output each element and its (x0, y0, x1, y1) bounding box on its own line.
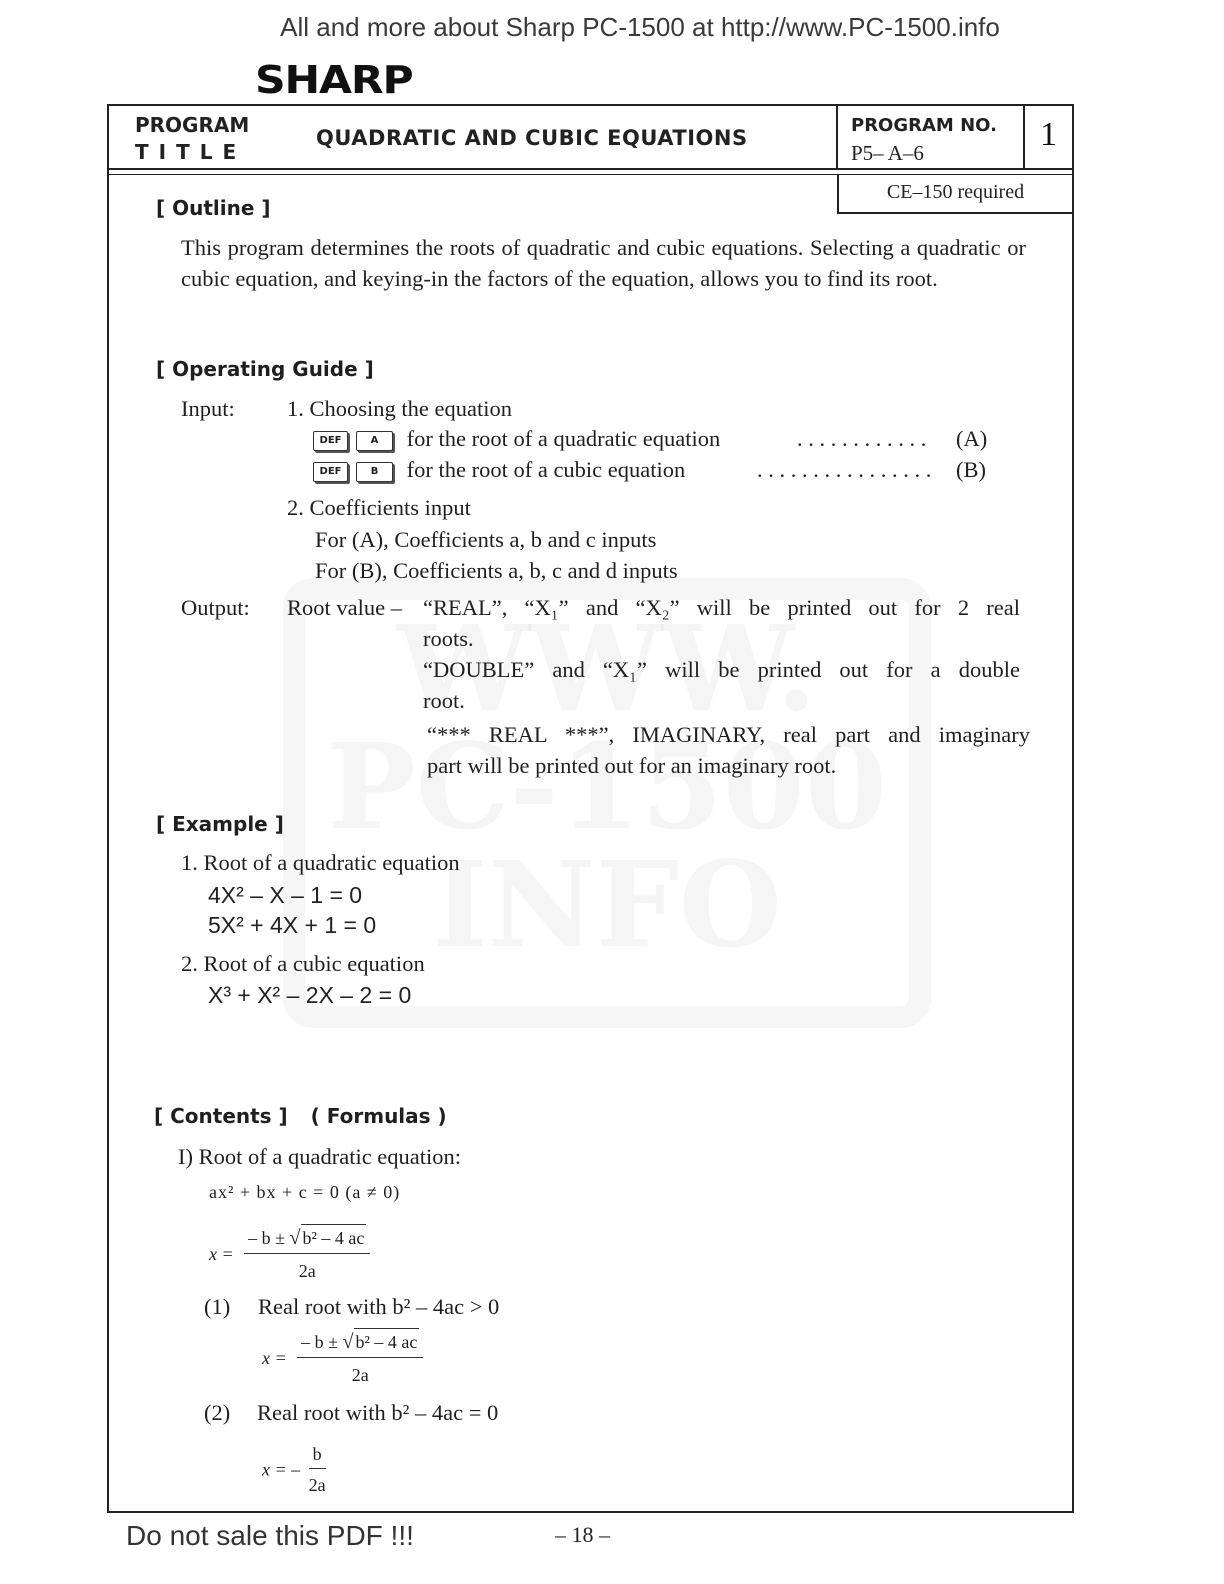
quadratic-formula (209, 1224, 370, 1284)
numerator-prefix: – b ± (301, 1332, 343, 1352)
page-number: – 18 – (555, 1522, 610, 1547)
program-no: P5– A–6 (851, 141, 924, 165)
quadratic-section-title: I) Root of a quadratic equation: (178, 1144, 462, 1169)
header-url-text: All and more about Sharp PC-1500 at http://www.PC-1500.info (280, 12, 1000, 42)
case-1-number: (1) (204, 1294, 231, 1319)
operating-guide-heading: [ Operating Guide ] (156, 357, 374, 381)
program-title-label (135, 112, 249, 166)
example-equation-2: 5X² + 4X + 1 = 0 (208, 912, 377, 938)
formula-denominator: 2a (351, 1365, 369, 1385)
contents-heading (154, 1104, 447, 1128)
option-a-dots: . . . . . . . . . . . . (797, 426, 927, 451)
case-1-formula (262, 1328, 423, 1388)
formula-numerator: – b ± √ b² – 4 ac (244, 1224, 370, 1254)
program-label: PROGRAM (135, 113, 250, 137)
example-equation-1: 4X² – X – 1 = 0 (208, 882, 363, 908)
output-double-line: “DOUBLE” and “X₁” will be printed out for a double (423, 657, 1020, 682)
option-b-text: for the root of a cubic equation (406, 457, 686, 482)
b-key: B (356, 462, 393, 482)
outline-text: This program determines the roots of quadratic and cubic equations. Selecting a quadratic or cubic equation, and keying-in the factors of the equation, allows you to find its root. (181, 235, 1026, 291)
title-label: TITLE (135, 140, 247, 164)
formula-lhs: x = (262, 1348, 287, 1368)
radicand: b² – 4 ac (354, 1328, 420, 1355)
requirement-box: CE–150 required (837, 174, 1074, 214)
example-heading: [ Example ] (156, 812, 284, 836)
output-real-line: “REAL”, “X₁” and “X₂” will be printed out for 2 real (423, 595, 1020, 620)
case-2-number: (2) (204, 1400, 231, 1425)
footer-notice: Do not sale this PDF !!! (126, 1520, 414, 1551)
program-title: QUADRATIC AND CUBIC EQUATIONS (316, 126, 748, 150)
title-block (109, 106, 1072, 170)
coefficients-b: For (B), Coefficients a, b, c and d inputs (315, 558, 678, 583)
example-equation-3: X³ + X² – 2X – 2 = 0 (208, 982, 412, 1008)
case-2-formula (262, 1442, 326, 1497)
general-equation: ax² + bx + c = 0 (a ≠ 0) (209, 1182, 401, 1202)
document-frame (107, 104, 1074, 1513)
example-item-2: 2. Root of a cubic equation (181, 951, 425, 976)
step-coefficients: 2. Coefficients input (287, 495, 471, 520)
output-lead: Root value – (287, 595, 402, 620)
page-index: 1 (1040, 116, 1057, 153)
example-item-1: 1. Root of a quadratic equation (181, 850, 460, 875)
output-real-line-end: roots. (423, 626, 474, 651)
formula-fraction (309, 1442, 326, 1497)
case-1-text: Real root with b² – 4ac > 0 (258, 1294, 500, 1319)
radicand: b² – 4 ac (301, 1224, 367, 1251)
option-a-tag: (A) (956, 426, 988, 451)
output-imaginary-line: “*** REAL ***”, IMAGINARY, real part and imaginary (427, 722, 1030, 747)
numerator-prefix: – b ± (248, 1228, 290, 1248)
output-label: Output: (181, 595, 250, 620)
sharp-logo: SHARP (255, 58, 413, 102)
formula-numerator: – b ± √ b² – 4 ac (297, 1328, 423, 1358)
step-choosing-equation: 1. Choosing the equation (287, 396, 512, 421)
outline-heading: [ Outline ] (156, 196, 271, 220)
program-no-label: PROGRAM NO. (851, 115, 997, 136)
contents-label: [ Contents ] (154, 1104, 288, 1128)
output-imaginary-line-end: part will be printed out for an imaginary root. (427, 753, 837, 778)
case-2-text: Real root with b² – 4ac = 0 (257, 1400, 499, 1425)
a-key: A (356, 431, 393, 451)
formula-numerator: b (309, 1442, 326, 1469)
formula-denominator: 2a (298, 1261, 316, 1281)
formula-fraction (297, 1328, 423, 1388)
def-key: DEF (313, 431, 348, 451)
def-key: DEF (313, 462, 348, 482)
option-b-tag: (B) (956, 457, 986, 482)
formula-denominator: 2a (308, 1475, 326, 1495)
output-double-line-end: root. (423, 688, 465, 713)
option-a-text: for the root of a quadratic equation (406, 426, 721, 451)
input-label: Input: (181, 396, 235, 421)
option-a-row (313, 424, 720, 455)
option-b-dots: . . . . . . . . . . . . . . . . (757, 457, 932, 482)
option-b-row (313, 455, 685, 486)
divider (836, 106, 838, 170)
formula-fraction (244, 1224, 370, 1284)
formula-lhs: x = (209, 1244, 234, 1264)
formula-lhs: x = – (262, 1459, 301, 1480)
coefficients-a: For (A), Coefficients a, b and c inputs (315, 527, 657, 552)
formulas-label: ( Formulas ) (310, 1104, 447, 1128)
